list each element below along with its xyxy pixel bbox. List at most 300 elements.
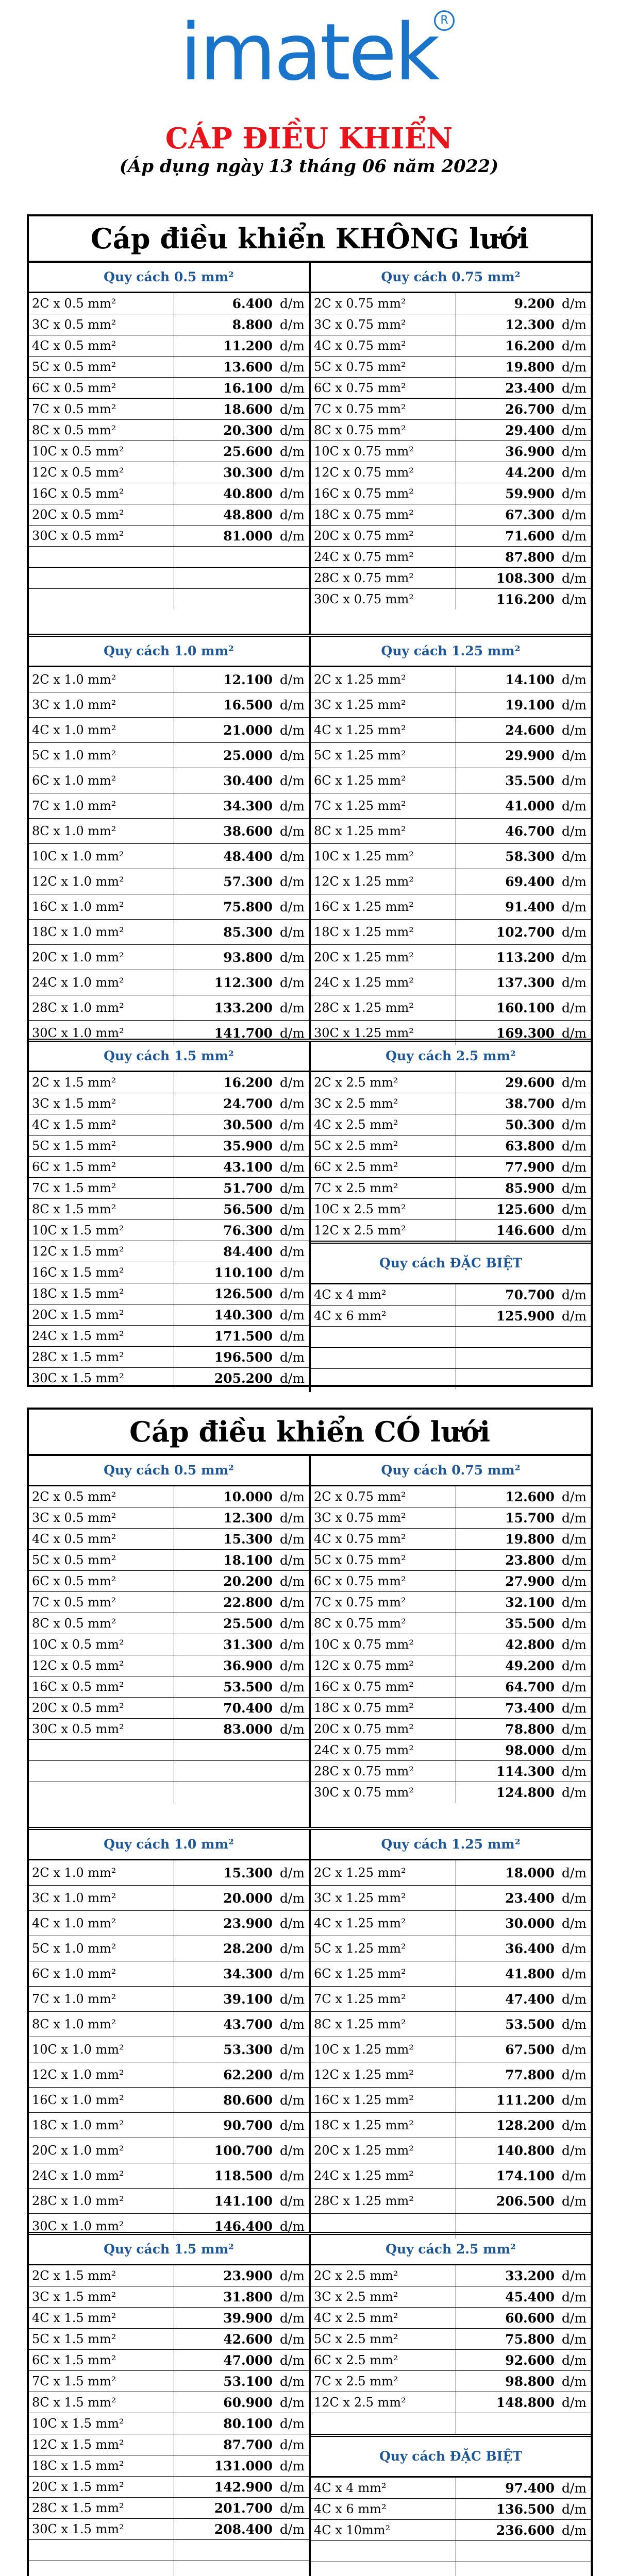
price-unit: d/m bbox=[561, 2331, 587, 2347]
price-unit: d/m bbox=[279, 1552, 305, 1568]
cable-spec: 8C x 0.5 mm² bbox=[29, 1613, 174, 1634]
price-row bbox=[29, 1613, 309, 1634]
price-unit: d/m bbox=[279, 1966, 305, 1981]
cable-spec: 5C x 1.25 mm² bbox=[311, 743, 456, 768]
price-cell bbox=[456, 1782, 591, 1803]
price-row bbox=[29, 1283, 309, 1304]
section-head: Quy cách 0.5 mm² bbox=[29, 1456, 309, 1486]
price-unit: d/m bbox=[279, 422, 305, 438]
price-unit: d/m bbox=[279, 486, 305, 501]
price-row bbox=[311, 1348, 591, 1369]
cable-spec: 5C x 0.75 mm² bbox=[311, 1550, 456, 1570]
price-value: 9.200 bbox=[514, 296, 555, 311]
price-value: 126.500 bbox=[214, 1286, 273, 1301]
cable-spec: 10C x 0.5 mm² bbox=[29, 441, 174, 462]
cable-spec: 12C x 0.5 mm² bbox=[29, 462, 174, 483]
price-unit: d/m bbox=[279, 1138, 305, 1154]
cable-spec: 2C x 0.75 mm² bbox=[311, 293, 456, 314]
price-row bbox=[29, 1136, 309, 1157]
price-row bbox=[311, 718, 591, 743]
price-value: 75.800 bbox=[505, 2331, 555, 2347]
price-row bbox=[29, 1486, 309, 1507]
cable-spec: 28C x 1.0 mm² bbox=[29, 995, 174, 1020]
price-unit: d/m bbox=[279, 359, 305, 375]
price-row bbox=[29, 462, 309, 483]
price-cell bbox=[456, 1761, 591, 1782]
price-row bbox=[311, 1761, 591, 1782]
price-value: 15.300 bbox=[223, 1531, 273, 1547]
price-cell bbox=[456, 462, 591, 483]
price-unit: d/m bbox=[561, 1916, 587, 1931]
price-cell bbox=[174, 1676, 309, 1697]
price-cell bbox=[456, 1676, 591, 1697]
cable-spec: 16C x 1.5 mm² bbox=[29, 1262, 174, 1283]
price-cell bbox=[456, 1199, 591, 1219]
price-row bbox=[29, 441, 309, 462]
price-value: 35.900 bbox=[223, 1138, 273, 1154]
cable-spec: 2C x 0.5 mm² bbox=[29, 293, 174, 314]
price-cell bbox=[456, 2350, 591, 2370]
price-unit: d/m bbox=[279, 338, 305, 353]
price-cell bbox=[456, 1486, 591, 1507]
cable-spec: 4C x 1.0 mm² bbox=[29, 1911, 174, 1936]
price-value: 67.500 bbox=[505, 2042, 555, 2057]
price-cell bbox=[174, 2519, 309, 2539]
price-value: 83.000 bbox=[223, 1721, 273, 1737]
price-value: 114.300 bbox=[496, 1764, 555, 1779]
cable-spec: 4C x 6 mm² bbox=[311, 1306, 456, 1326]
cable-spec: 7C x 1.0 mm² bbox=[29, 793, 174, 818]
price-row bbox=[29, 589, 309, 609]
price-row bbox=[29, 793, 309, 819]
cable-spec: 7C x 1.25 mm² bbox=[311, 1987, 456, 2011]
price-row bbox=[311, 1961, 591, 1987]
price-unit: d/m bbox=[279, 1721, 305, 1737]
price-unit: d/m bbox=[561, 1075, 587, 1090]
price-cell bbox=[174, 2062, 309, 2087]
price-cell bbox=[456, 768, 591, 793]
price-cell bbox=[456, 2265, 591, 2286]
price-value: 12.600 bbox=[505, 1489, 555, 1504]
price-unit: d/m bbox=[561, 2268, 587, 2283]
cable-spec: 2C x 1.25 mm² bbox=[311, 667, 456, 692]
price-value: 69.400 bbox=[505, 874, 555, 889]
price-unit: d/m bbox=[279, 2042, 305, 2057]
price-unit: d/m bbox=[279, 1349, 305, 1365]
cable-spec bbox=[29, 589, 174, 609]
price-value: 70.700 bbox=[505, 1287, 555, 1302]
section-head: Quy cách 0.75 mm² bbox=[311, 263, 591, 293]
price-unit: d/m bbox=[561, 1966, 587, 1981]
price-value: 21.000 bbox=[223, 722, 273, 738]
price-row bbox=[29, 692, 309, 718]
price-row bbox=[311, 1911, 591, 1936]
price-value: 128.200 bbox=[496, 2117, 555, 2133]
cable-spec: 28C x 0.75 mm² bbox=[311, 1761, 456, 1782]
price-row bbox=[29, 2498, 309, 2519]
price-row bbox=[311, 568, 591, 589]
price-value: 23.900 bbox=[223, 1916, 273, 1931]
cable-spec: 12C x 1.25 mm² bbox=[311, 869, 456, 894]
price-unit: d/m bbox=[561, 1637, 587, 1652]
cable-spec: 4C x 2.5 mm² bbox=[311, 1114, 456, 1135]
price-value: 97.400 bbox=[505, 2480, 555, 2496]
price-row bbox=[29, 547, 309, 568]
price-row bbox=[311, 1886, 591, 1911]
price-value: 44.200 bbox=[505, 465, 555, 480]
price-cell bbox=[456, 504, 591, 525]
price-row bbox=[311, 1571, 591, 1592]
price-value: 16.100 bbox=[223, 380, 273, 396]
price-value: 45.400 bbox=[505, 2289, 555, 2304]
price-value: 23.800 bbox=[505, 1552, 555, 1568]
price-cell bbox=[174, 589, 309, 609]
price-row bbox=[311, 1369, 591, 1389]
price-row bbox=[311, 2265, 591, 2286]
cable-spec: 7C x 2.5 mm² bbox=[311, 1178, 456, 1198]
price-value: 112.300 bbox=[214, 975, 273, 990]
price-cell bbox=[456, 1284, 591, 1305]
price-cell bbox=[456, 1529, 591, 1549]
price-unit: d/m bbox=[279, 924, 305, 940]
price-row bbox=[29, 2308, 309, 2329]
price-value: 28.200 bbox=[223, 1941, 273, 1956]
price-unit: d/m bbox=[561, 2352, 587, 2368]
price-unit: d/m bbox=[279, 2479, 305, 2495]
price-cell bbox=[174, 335, 309, 356]
price-value: 80.600 bbox=[223, 2092, 273, 2108]
price-row bbox=[29, 1676, 309, 1698]
price-unit: d/m bbox=[561, 1096, 587, 1111]
price-row bbox=[311, 1157, 591, 1178]
price-unit: d/m bbox=[561, 1201, 587, 1217]
price-unit: d/m bbox=[279, 1265, 305, 1280]
price-value: 141.100 bbox=[214, 2193, 273, 2209]
price-cell bbox=[174, 2308, 309, 2328]
price-unit: d/m bbox=[561, 338, 587, 353]
price-value: 16.200 bbox=[505, 338, 555, 353]
price-value: 137.300 bbox=[496, 975, 555, 990]
cable-spec: 5C x 2.5 mm² bbox=[311, 2329, 456, 2349]
price-row bbox=[311, 1782, 591, 1803]
cable-spec: 16C x 1.0 mm² bbox=[29, 894, 174, 919]
price-row bbox=[311, 2350, 591, 2371]
cable-spec: 8C x 0.75 mm² bbox=[311, 420, 456, 440]
price-cell bbox=[456, 1327, 591, 1347]
price-row bbox=[311, 2562, 591, 2576]
cable-spec bbox=[311, 1369, 456, 1389]
cable-spec: 4C x 0.75 mm² bbox=[311, 335, 456, 356]
price-unit: d/m bbox=[561, 2117, 587, 2133]
price-row bbox=[29, 1326, 309, 1347]
price-cell bbox=[456, 1306, 591, 1326]
price-cell bbox=[174, 768, 309, 793]
price-unit: d/m bbox=[279, 1025, 305, 1041]
price-cell bbox=[174, 1368, 309, 1388]
price-cell bbox=[456, 844, 591, 869]
price-row bbox=[311, 1529, 591, 1550]
price-row bbox=[311, 1507, 591, 1529]
cable-spec: 24C x 1.25 mm² bbox=[311, 2163, 456, 2188]
price-unit: d/m bbox=[561, 2310, 587, 2326]
special-section-head: Quy cách ĐẶC BIỆT bbox=[311, 2434, 591, 2478]
price-row bbox=[311, 1306, 591, 1327]
price-row bbox=[311, 2062, 591, 2088]
price-unit: d/m bbox=[561, 401, 587, 417]
price-value: 118.500 bbox=[214, 2168, 273, 2183]
price-row bbox=[311, 378, 591, 399]
cable-spec: 28C x 0.75 mm² bbox=[311, 568, 456, 588]
cable-spec: 3C x 1.5 mm² bbox=[29, 1093, 174, 1114]
price-value: 20.200 bbox=[223, 1573, 273, 1589]
price-cell bbox=[174, 378, 309, 398]
price-row bbox=[311, 1655, 591, 1676]
cable-spec: 16C x 1.25 mm² bbox=[311, 2088, 456, 2112]
price-row bbox=[311, 547, 591, 568]
cable-spec: 7C x 1.5 mm² bbox=[29, 2371, 174, 2392]
cable-spec: 18C x 1.5 mm² bbox=[29, 2455, 174, 2476]
cable-spec: 4C x 1.5 mm² bbox=[29, 1114, 174, 1135]
price-cell bbox=[456, 1348, 591, 1368]
price-unit: d/m bbox=[561, 1595, 587, 1610]
price-value: 30.500 bbox=[223, 1117, 273, 1132]
price-unit: d/m bbox=[279, 1201, 305, 1217]
price-value: 53.300 bbox=[223, 2042, 273, 2057]
price-unit: d/m bbox=[279, 748, 305, 763]
price-value: 24.600 bbox=[505, 722, 555, 738]
cable-spec: 12C x 1.5 mm² bbox=[29, 1241, 174, 1262]
price-value: 12.300 bbox=[505, 317, 555, 332]
price-row bbox=[311, 2499, 591, 2520]
price-unit: d/m bbox=[561, 422, 587, 438]
price-row bbox=[311, 1284, 591, 1306]
price-row bbox=[29, 667, 309, 692]
cable-spec bbox=[29, 568, 174, 588]
price-cell bbox=[456, 1093, 591, 1114]
price-value: 38.600 bbox=[223, 823, 273, 839]
section-1.0-1.25 bbox=[29, 1830, 591, 2235]
price-value: 140.300 bbox=[214, 1307, 273, 1323]
price-row bbox=[311, 819, 591, 844]
price-value: 73.400 bbox=[505, 1700, 555, 1716]
price-cell bbox=[174, 2561, 309, 2576]
price-row bbox=[311, 1114, 591, 1136]
price-cell bbox=[174, 526, 309, 546]
price-value: 111.200 bbox=[496, 2092, 555, 2108]
cable-spec: 8C x 1.25 mm² bbox=[311, 819, 456, 843]
price-cell bbox=[456, 2189, 591, 2213]
cable-spec: 3C x 2.5 mm² bbox=[311, 1093, 456, 1114]
price-cell bbox=[456, 1719, 591, 1739]
price-unit: d/m bbox=[561, 697, 587, 713]
price-cell bbox=[174, 1655, 309, 1676]
section-head: Quy cách 2.5 mm² bbox=[311, 1042, 591, 1072]
price-unit: d/m bbox=[279, 975, 305, 990]
price-row bbox=[311, 526, 591, 547]
cable-spec: 12C x 0.5 mm² bbox=[29, 1655, 174, 1676]
price-cell bbox=[174, 2392, 309, 2413]
price-value: 20.000 bbox=[223, 1890, 273, 1906]
price-row bbox=[311, 1634, 591, 1655]
brand-logo bbox=[0, 7, 618, 98]
price-unit: d/m bbox=[561, 528, 587, 544]
price-unit: d/m bbox=[561, 2092, 587, 2108]
price-unit: d/m bbox=[279, 2067, 305, 2082]
price-row bbox=[29, 2088, 309, 2113]
price-cell bbox=[174, 718, 309, 742]
price-value: 36.900 bbox=[223, 1658, 273, 1673]
registered-mark-icon: R bbox=[434, 10, 455, 31]
price-value: 84.400 bbox=[223, 1244, 273, 1259]
price-unit: d/m bbox=[561, 975, 587, 990]
price-unit: d/m bbox=[279, 296, 305, 311]
price-unit: d/m bbox=[279, 465, 305, 480]
price-row bbox=[29, 1114, 309, 1136]
price-row bbox=[29, 357, 309, 378]
price-cell bbox=[174, 2329, 309, 2349]
price-row bbox=[311, 2371, 591, 2392]
price-row bbox=[29, 1241, 309, 1262]
price-unit: d/m bbox=[561, 2289, 587, 2304]
price-cell bbox=[456, 692, 591, 717]
price-cell bbox=[174, 793, 309, 818]
price-cell bbox=[456, 547, 591, 567]
price-row bbox=[311, 1860, 591, 1886]
price-unit: d/m bbox=[561, 2168, 587, 2183]
price-value: 34.300 bbox=[223, 798, 273, 814]
price-row bbox=[29, 378, 309, 399]
price-unit: d/m bbox=[279, 1916, 305, 1931]
price-cell bbox=[456, 335, 591, 356]
price-value: 29.400 bbox=[505, 422, 555, 438]
price-value: 205.200 bbox=[214, 1370, 273, 1386]
price-cell bbox=[174, 667, 309, 692]
price-value: 81.000 bbox=[223, 528, 273, 544]
price-cell bbox=[456, 1136, 591, 1156]
price-value: 36.900 bbox=[505, 444, 555, 459]
price-value: 40.800 bbox=[223, 486, 273, 501]
cable-spec: 12C x 2.5 mm² bbox=[311, 1220, 456, 1241]
price-cell bbox=[174, 1304, 309, 1325]
price-cell bbox=[174, 2413, 309, 2434]
price-unit: d/m bbox=[561, 1552, 587, 1568]
price-row bbox=[311, 844, 591, 869]
price-unit: d/m bbox=[279, 2437, 305, 2452]
price-cell bbox=[456, 2499, 591, 2519]
price-row bbox=[29, 2113, 309, 2138]
price-cell bbox=[456, 293, 591, 314]
price-row bbox=[29, 1157, 309, 1178]
price-unit: d/m bbox=[561, 296, 587, 311]
cable-spec: 28C x 1.5 mm² bbox=[29, 2498, 174, 2518]
price-value: 146.600 bbox=[496, 1223, 555, 1238]
price-cell bbox=[174, 1782, 309, 1803]
table-title: Cáp điều khiển CÓ lưới bbox=[29, 1410, 591, 1456]
price-value: 113.200 bbox=[496, 950, 555, 965]
price-cell bbox=[174, 2138, 309, 2163]
price-cell bbox=[456, 970, 591, 995]
price-row bbox=[311, 2413, 591, 2434]
price-row bbox=[311, 869, 591, 894]
cable-spec: 18C x 1.25 mm² bbox=[311, 2113, 456, 2138]
cable-spec: 16C x 0.5 mm² bbox=[29, 483, 174, 504]
price-row bbox=[29, 768, 309, 793]
price-row bbox=[29, 483, 309, 504]
price-row bbox=[311, 589, 591, 609]
price-cell bbox=[174, 869, 309, 894]
price-row bbox=[311, 2392, 591, 2413]
price-unit: d/m bbox=[279, 2395, 305, 2410]
price-unit: d/m bbox=[561, 823, 587, 839]
price-unit: d/m bbox=[561, 1223, 587, 1238]
price-value: 48.400 bbox=[223, 849, 273, 864]
price-unit: d/m bbox=[279, 2218, 305, 2234]
price-cell bbox=[174, 2371, 309, 2392]
cable-spec: 10C x 1.0 mm² bbox=[29, 844, 174, 869]
price-row bbox=[29, 2477, 309, 2498]
price-cell bbox=[174, 1860, 309, 1885]
price-row bbox=[311, 2329, 591, 2350]
price-unit: d/m bbox=[279, 1573, 305, 1589]
price-unit: d/m bbox=[279, 1370, 305, 1386]
price-row bbox=[311, 1550, 591, 1571]
price-row bbox=[311, 667, 591, 692]
price-unit: d/m bbox=[561, 950, 587, 965]
cable-spec: 2C x 1.25 mm² bbox=[311, 1860, 456, 1885]
cable-spec: 4C x 4 mm² bbox=[311, 1284, 456, 1305]
price-value: 12.100 bbox=[223, 672, 273, 687]
price-cell bbox=[174, 568, 309, 588]
price-row bbox=[29, 1698, 309, 1719]
price-cell bbox=[456, 1550, 591, 1570]
price-cell bbox=[174, 920, 309, 944]
cable-spec: 8C x 1.0 mm² bbox=[29, 2012, 174, 2037]
price-row bbox=[311, 2163, 591, 2189]
cable-spec: 18C x 0.75 mm² bbox=[311, 1698, 456, 1718]
price-value: 133.200 bbox=[214, 1000, 273, 1015]
cable-spec: 3C x 0.75 mm² bbox=[311, 314, 456, 335]
price-cell bbox=[456, 526, 591, 546]
cable-spec bbox=[29, 2561, 174, 2576]
cable-spec: 3C x 1.0 mm² bbox=[29, 1886, 174, 1910]
price-unit: d/m bbox=[561, 1138, 587, 1154]
price-cell bbox=[174, 2012, 309, 2037]
cable-spec: 20C x 0.75 mm² bbox=[311, 1719, 456, 1739]
price-cell bbox=[174, 483, 309, 504]
price-cell bbox=[174, 1072, 309, 1093]
cable-spec: 10C x 0.75 mm² bbox=[311, 1634, 456, 1655]
price-unit: d/m bbox=[561, 2480, 587, 2496]
price-row bbox=[29, 568, 309, 589]
cable-spec: 18C x 1.0 mm² bbox=[29, 2113, 174, 2138]
price-value: 20.300 bbox=[223, 422, 273, 438]
price-unit: d/m bbox=[279, 2352, 305, 2368]
price-value: 160.100 bbox=[496, 1000, 555, 1015]
price-value: 50.300 bbox=[505, 1117, 555, 1132]
cable-spec: 4C x 1.25 mm² bbox=[311, 1911, 456, 1936]
price-unit: d/m bbox=[279, 874, 305, 889]
price-row bbox=[311, 420, 591, 441]
price-cell bbox=[456, 2392, 591, 2413]
price-value: 29.600 bbox=[505, 1075, 555, 1090]
price-value: 36.400 bbox=[505, 1941, 555, 1956]
cable-spec: 24C x 1.0 mm² bbox=[29, 970, 174, 995]
price-unit: d/m bbox=[561, 1742, 587, 1758]
price-unit: d/m bbox=[279, 798, 305, 814]
price-row bbox=[311, 692, 591, 718]
price-cell bbox=[456, 1157, 591, 1177]
price-unit: d/m bbox=[279, 1595, 305, 1610]
